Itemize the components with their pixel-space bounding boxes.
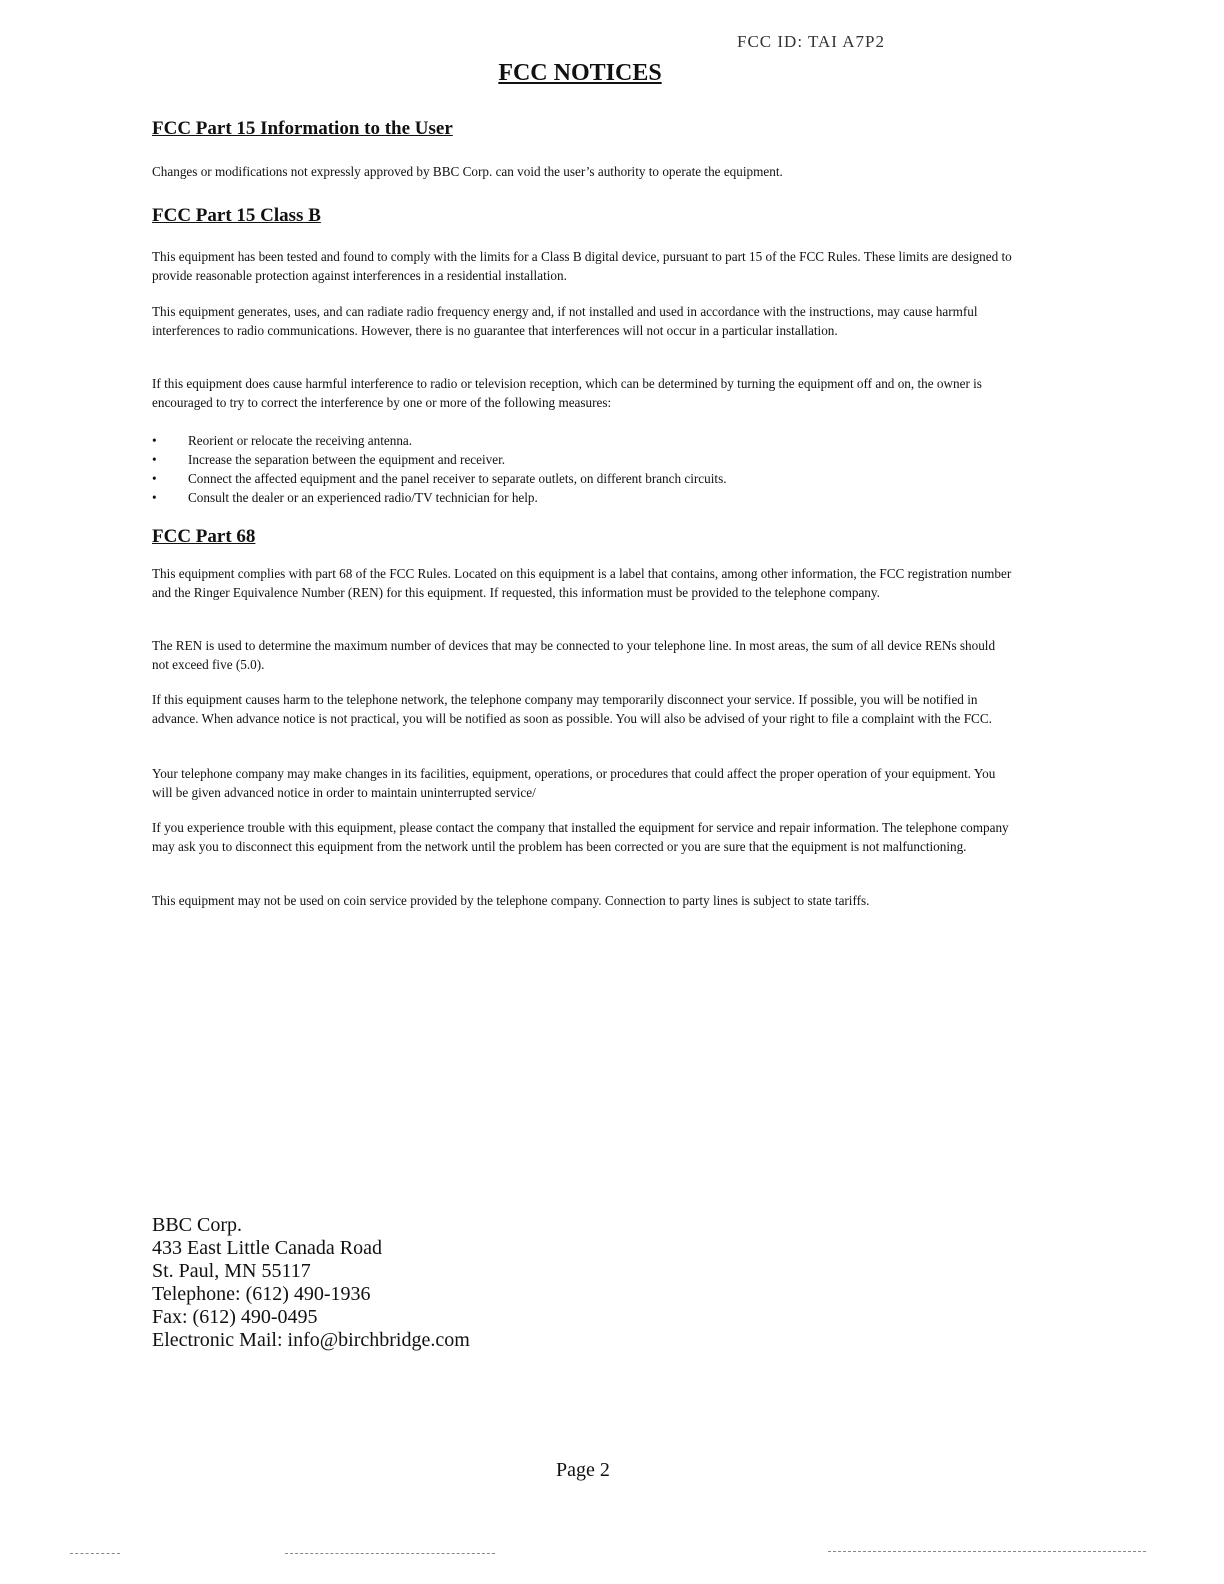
list-item [152,488,1012,507]
fcc-id-stamp: FCC ID: TAI A7P2 [737,32,885,51]
paragraph: If you experience trouble with this equipment, please contact the company that installed the equipment for service and repair information. The telephone company may ask you to disconnect this equipment from the network until the problem has been corrected or you are sure that the equipment is not malfunctioning. [152,820,1009,854]
list-item [152,431,1012,450]
company-name: BBC Corp. [152,1214,243,1236]
address-block [152,1214,470,1352]
list-item [152,450,1012,469]
email-address: Electronic Mail: info@birchbridge.com [152,1329,470,1351]
paragraph: If this equipment does cause harmful interference to radio or television reception, which can be determined by turning the equipment off and on, the owner is encouraged to try to correct the interference by one or more of the following measures: [152,376,982,410]
bullet-icon: • [152,452,157,467]
section-heading-part15-user: FCC Part 15 Information to the User [152,118,453,139]
list-item-text: Increase the separation between the equipment and receiver. [188,452,506,467]
scan-artifact-line [70,1553,120,1554]
paragraph: Changes or modifications not expressly approved by BBC Corp. can void the user’s authority to operate the equipment. [152,164,783,179]
list-item-text: Reorient or relocate the receiving antenna. [188,433,413,448]
paragraph: Your telephone company may make changes in its facilities, equipment, operations, or procedures that could affect the proper operation of your equipment. You will be given advanced notice in order to maintain uninterrupted service/ [152,766,996,800]
list-item-text: Consult the dealer or an experienced radio/TV technician for help. [188,490,538,505]
paragraph: This equipment has been tested and found to comply with the limits for a Class B digital device, pursuant to part 15 of the FCC Rules. These limits are designed to provide reasonable protection against interferences in a residential installation. [152,249,1012,283]
fax-number: Fax: (612) 490-0495 [152,1306,318,1328]
paragraph: If this equipment causes harm to the telephone network, the telephone company may temporarily disconnect your service. If possible, you will be notified in advance. When advance notice is not practical, you will be notified as soon as possible. You will also be advised of your right to file a complaint with the FCC. [152,692,992,726]
section-heading-part68: FCC Part 68 [152,526,256,547]
bullet-icon: • [152,471,157,486]
city-state-zip: St. Paul, MN 55117 [152,1260,311,1282]
scan-artifact-line [828,1551,1146,1552]
list-item-text: Connect the affected equipment and the panel receiver to separate outlets, on different branch circuits. [188,471,727,486]
telephone-number: Telephone: (612) 490-1936 [152,1283,371,1305]
paragraph: This equipment generates, uses, and can radiate radio frequency energy and, if not installed and used in accordance with the instructions, may cause harmful interferences to radio communications. However, there is no guarantee that interferences will not occur in a particular installation. [152,304,978,338]
paragraph: This equipment complies with part 68 of the FCC Rules. Located on this equipment is a label that contains, among other information, the FCC registration number and the Ringer Equivalence Number (REN) for this equipment. If requested, this information must be provided to the telephone company. [152,566,1012,600]
page-title: FCC NOTICES [498,60,662,86]
street-address: 433 East Little Canada Road [152,1237,382,1259]
paragraph: This equipment may not be used on coin service provided by the telephone company. Connection to party lines is subject to state tariffs. [152,893,870,908]
bullet-icon: • [152,433,157,448]
paragraph: The REN is used to determine the maximum number of devices that may be connected to your telephone line. In most areas, the sum of all device RENs should not exceed five (5.0). [152,638,996,672]
scan-artifact-line [285,1553,495,1554]
page-number: Page 2 [556,1459,610,1481]
section-heading-part15-classb: FCC Part 15 Class B [152,205,321,226]
measures-list [152,431,1012,507]
bullet-icon: • [152,490,157,505]
list-item [152,469,1012,488]
